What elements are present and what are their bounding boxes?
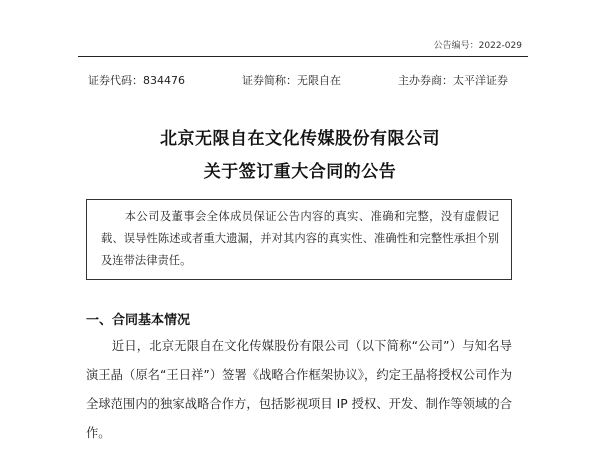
company-title: 北京无限自在文化传媒股份有限公司 — [160, 129, 440, 149]
announcement-title: 关于签订重大合同的公告 — [203, 162, 397, 182]
lead-broker: 主办券商：太平洋证券 — [398, 74, 508, 87]
section-paragraph: 近日，北京无限自在文化传媒股份有限公司（以下简称“公司”）与知名导演王晶（原名“王日祥”）签署《战略合作框架协议》，约定王晶将授权公司作为全球范围内的独家战略合作方，包括影视项目 IP 授权、开发、制作等领域的合作。 — [86, 339, 512, 440]
securities-short-name: 证券简称：无限自在 — [242, 74, 341, 87]
securities-code: 证券代码：834476 — [88, 74, 185, 87]
section-heading-contract-basics: 一、合同基本情况 — [86, 313, 191, 328]
header-divider — [78, 56, 528, 57]
notice-number: 公告编号：2022-029 — [433, 41, 522, 51]
board-statement-box: 本公司及董事会全体成员保证公告内容的真实、准确和完整，没有虚假记载、误导性陈述或者重大遗漏，并对其内容的真实性、准确性和完整性承担个别及连带法律责任。 — [86, 199, 512, 280]
securities-info-row — [88, 72, 508, 88]
